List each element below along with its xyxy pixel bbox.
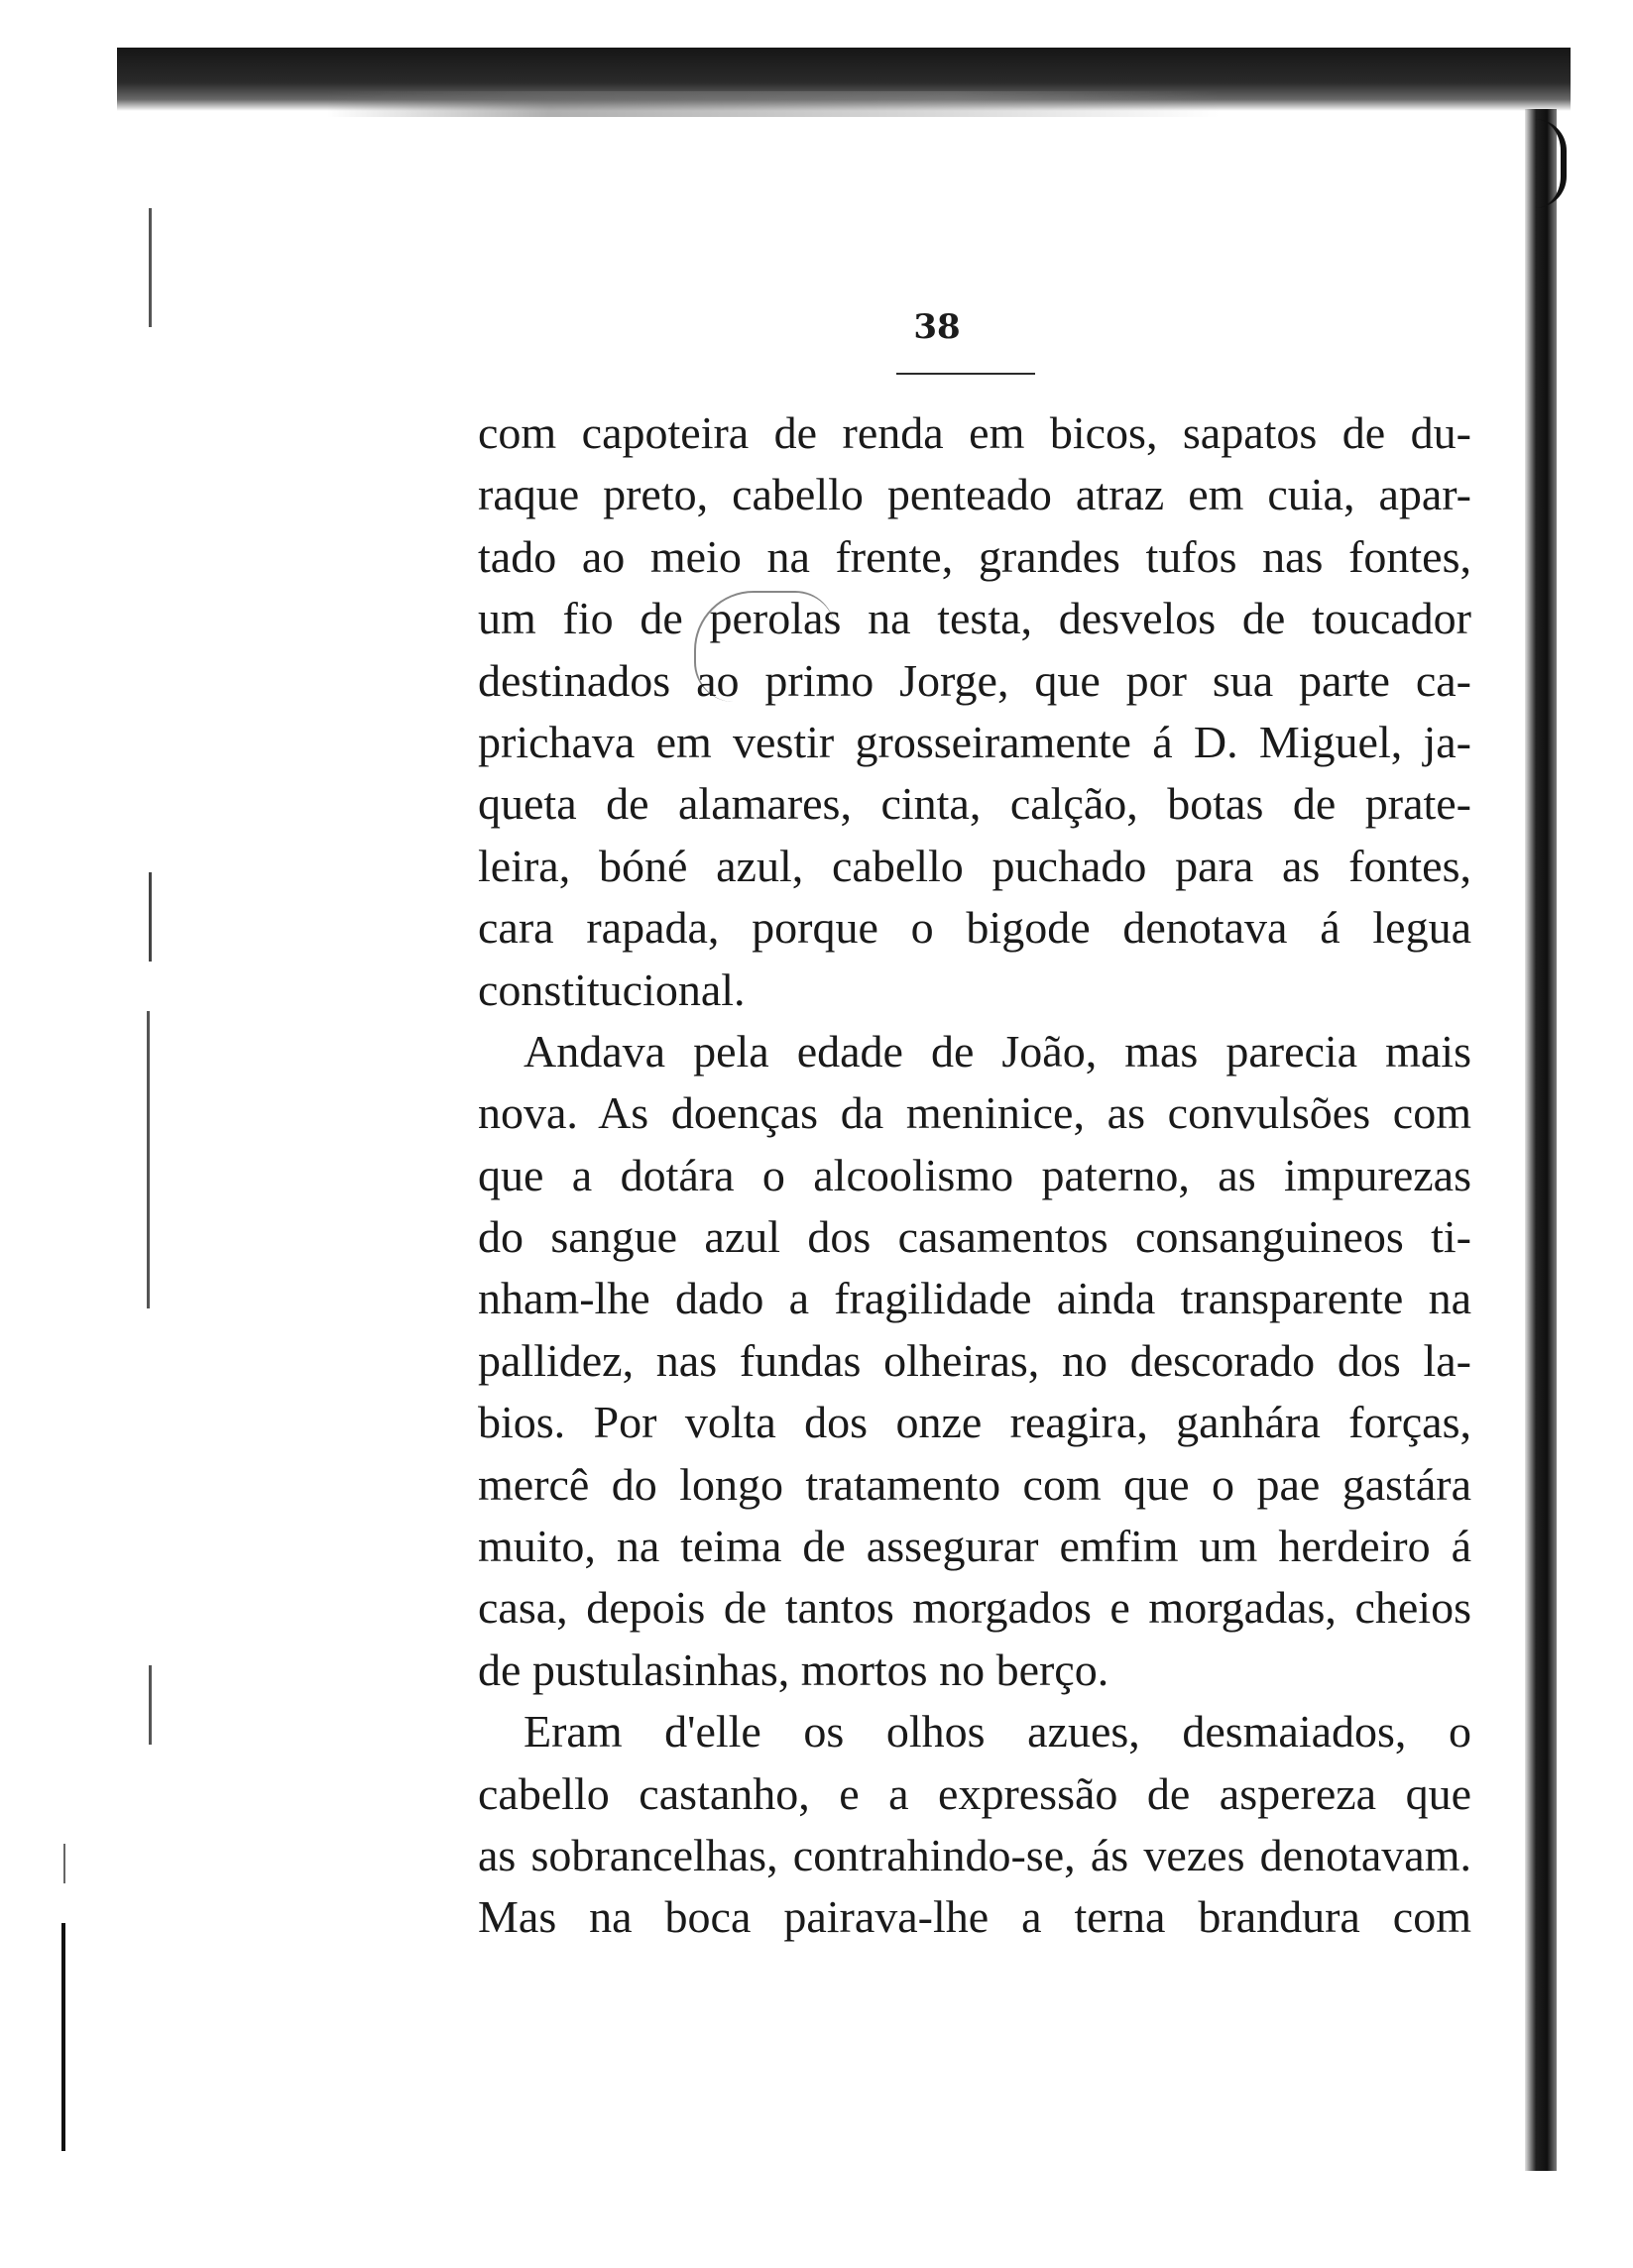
- text-line: bios. Por volta dos onze reagira, ganhára forças,: [478, 1397, 1471, 1448]
- text-line: Eram d'elle os olhos azues, desmaiados, o: [524, 1706, 1471, 1758]
- scan-margin-mark: [149, 208, 152, 327]
- text-line: do sangue azul dos casamentos consanguineos ti-: [478, 1211, 1471, 1263]
- page-number: 38: [913, 307, 961, 347]
- scan-margin-mark: [63, 1844, 65, 1883]
- text-line: que a dotára o alcoolismo paterno, as impurezas: [478, 1149, 1471, 1200]
- text-line: nova. As doenças da meninice, as convulsões com: [478, 1087, 1471, 1139]
- scan-margin-mark: [149, 872, 152, 962]
- page-number-rule: [896, 373, 1035, 375]
- text-line: Andava pela edade de João, mas parecia mais: [524, 1025, 1471, 1077]
- scan-margin-mark: [61, 1923, 65, 2151]
- text-line: com capoteira de renda em bicos, sapatos de du-: [478, 407, 1471, 458]
- text-line: um fio de perolas na testa, desvelos de toucador: [478, 593, 1471, 644]
- text-line: constitucional.: [478, 964, 746, 1015]
- text-line: destinados ao primo Jorge, que por sua parte ca-: [478, 654, 1471, 706]
- text-line: pallidez, nas fundas olheiras, no descorado dos la-: [478, 1334, 1471, 1386]
- text-line: cara rapada, porque o bigode denotava á legua: [478, 902, 1471, 954]
- text-line: prichava em vestir grosseiramente á D. Miguel, ja-: [478, 716, 1471, 767]
- text-line: raque preto, cabello penteado atraz em cuia, apar-: [478, 469, 1471, 520]
- scan-shadow-top-fade: [327, 91, 1220, 117]
- scan-shadow-right-edge: [1525, 109, 1557, 2171]
- text-line: nham-lhe dado a fragilidade ainda transparente na: [478, 1273, 1471, 1324]
- text-line: queta de alamares, cinta, calção, botas de prate-: [478, 778, 1471, 830]
- scan-margin-mark: [147, 1011, 150, 1308]
- text-line: muito, na teima de assegurar emfim um herdeiro á: [478, 1521, 1471, 1572]
- text-line: tado ao meio na frente, grandes tufos nas fontes,: [478, 530, 1471, 582]
- body-text: [478, 402, 1471, 1949]
- scan-binding-curve: [1535, 119, 1567, 208]
- text-line: mercê do longo tratamento com que o pae gastára: [478, 1458, 1471, 1510]
- text-line: Mas na boca pairava-lhe a terna brandura com: [478, 1891, 1471, 1943]
- text-line: cabello castanho, e a expressão de aspereza que: [478, 1767, 1471, 1819]
- text-line: leira, bóné azul, cabello puchado para as fontes,: [478, 840, 1471, 891]
- scan-margin-mark: [149, 1665, 152, 1745]
- text-line: as sobrancelhas, contrahindo-se, ás vezes denotavam.: [478, 1829, 1471, 1880]
- text-line: casa, depois de tantos morgados e morgadas, cheios: [478, 1582, 1471, 1634]
- text-line: de pustulasinhas, mortos no berço.: [478, 1644, 1109, 1695]
